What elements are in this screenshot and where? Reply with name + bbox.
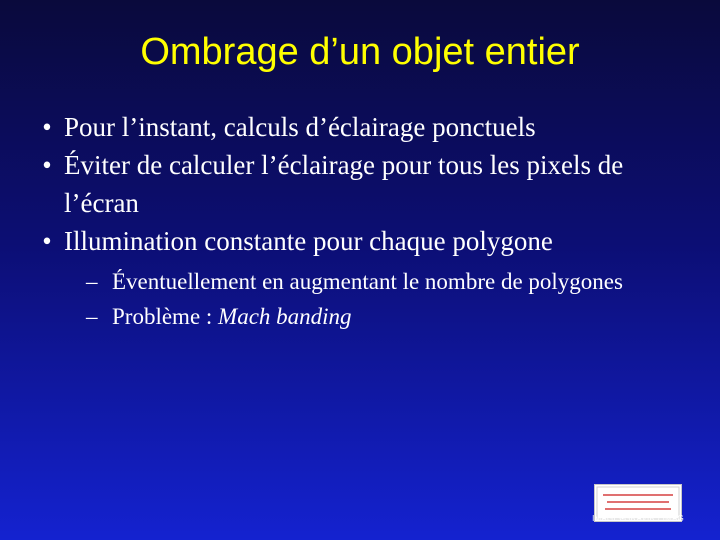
bullet-text: Éviter de calculer l’éclairage pour tous les pixels de l’écran	[64, 150, 624, 218]
sub-bullet-text: Problème :	[112, 304, 219, 329]
bullet-text: Illumination constante pour chaque polygone	[64, 226, 553, 256]
sub-bullet-text-wrapper	[112, 299, 700, 334]
sub-bullet-text: Éventuellement en augmentant le nombre de polygones	[112, 269, 623, 294]
sub-bullet-item	[86, 264, 700, 299]
bullet-item	[30, 222, 700, 260]
footer-credit: IMAGIS-GRAVIR / IMAG	[592, 514, 684, 523]
sub-bullet-mark: –	[86, 304, 98, 329]
bullet-mark: •	[42, 150, 52, 180]
bullet-mark: •	[42, 226, 52, 256]
slide-title: Ombrage d’un objet entier	[140, 31, 580, 73]
sub-bullet-list	[86, 264, 700, 334]
sub-bullet-italic-term: Mach banding	[218, 304, 352, 329]
bullet-mark: •	[42, 112, 52, 142]
sub-bullet-item	[86, 299, 700, 334]
bullet-text: Pour l’instant, calculs d’éclairage ponctuels	[64, 112, 536, 142]
bullet-item	[30, 146, 700, 222]
bullet-item	[30, 108, 700, 146]
sub-bullet-mark: –	[86, 269, 98, 294]
slide-body	[30, 108, 700, 334]
